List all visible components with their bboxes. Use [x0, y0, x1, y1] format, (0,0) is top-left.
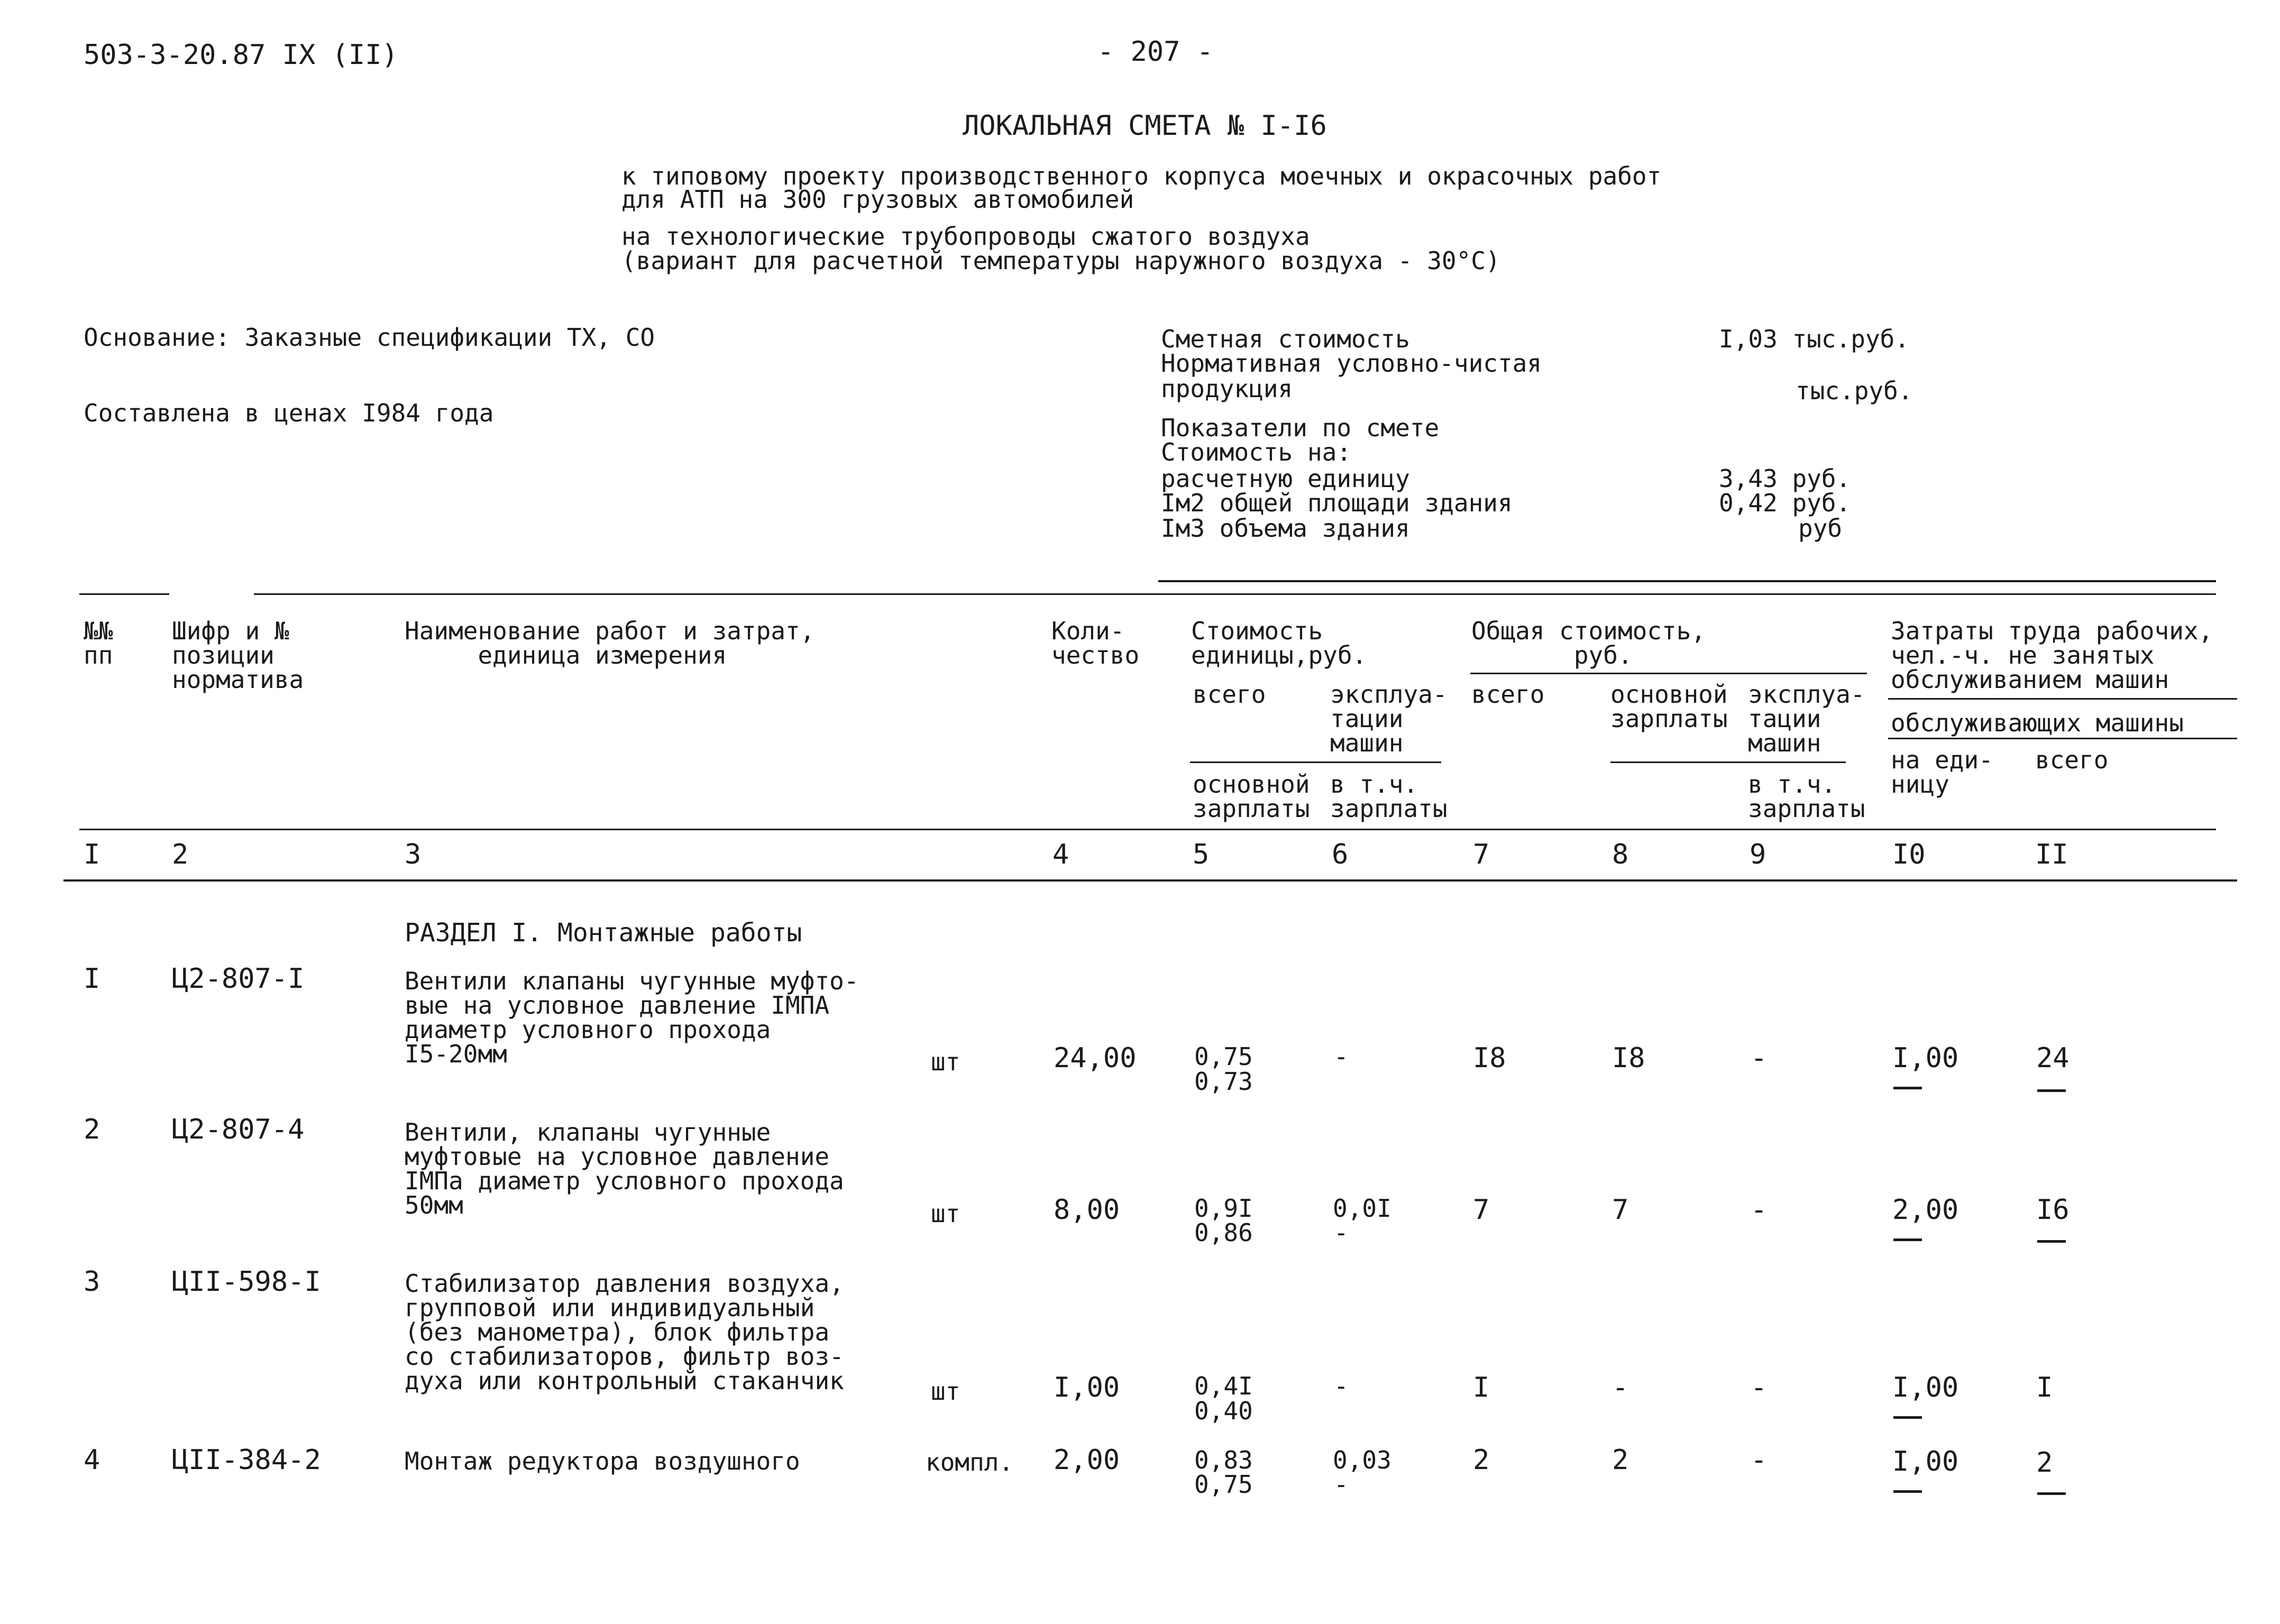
estimate-title: ЛОКАЛЬНАЯ СМЕТА № I-I6 — [963, 110, 1327, 142]
row-3-number: 3 — [84, 1266, 100, 1298]
col-number-8: 8 — [1612, 839, 1629, 870]
row-1-code: Ц2-807-I — [172, 963, 305, 995]
row-2-unit-cost-machines: 0,0I — [1333, 1194, 1391, 1223]
total-cost-sub-rule — [1610, 761, 1846, 763]
page-number: - 207 - — [1097, 36, 1214, 68]
row-1-quantity: 24,00 — [1054, 1042, 1137, 1074]
row-2-labor-total-dash — [2037, 1240, 2066, 1243]
header-top-rule-left-2 — [254, 593, 2216, 595]
col-number-11: II — [2035, 839, 2068, 870]
normative-label-2: продукция — [1161, 374, 1293, 403]
row-4-total: 2 — [1473, 1444, 1490, 1476]
row-3-quantity: I,00 — [1054, 1372, 1120, 1403]
row-4-number: 4 — [84, 1444, 100, 1476]
row-2-unit: шт — [931, 1199, 960, 1228]
row-1-total-machines: - — [1751, 1042, 1768, 1074]
total-cost-rule — [1470, 673, 1867, 674]
row-3-labor-unit-dash — [1893, 1416, 1922, 1419]
row-2-labor-total: I6 — [2036, 1194, 2070, 1226]
col-number-6: 6 — [1332, 839, 1349, 870]
row-4-total-wage: 2 — [1612, 1444, 1629, 1476]
col-header-code: Шифр и № позиции норматива — [172, 617, 304, 694]
col-number-7: 7 — [1473, 839, 1490, 870]
header-bottom-rule — [79, 829, 2216, 830]
basis-text: Основание: Заказные спецификации ТХ, СО — [84, 323, 655, 352]
col-header-quantity: Коли- чество — [1051, 617, 1140, 669]
col-number-2: 2 — [172, 839, 189, 870]
cost-per-label: Стоимость на: — [1161, 438, 1352, 466]
row-3-unit-cost-wage: 0,40 — [1194, 1397, 1253, 1425]
row-4-unit-cost-total: 0,83 — [1194, 1446, 1253, 1474]
indicators-label: Показатели по смете — [1161, 414, 1440, 442]
row-4-unit-cost-machine-wage: - — [1334, 1470, 1349, 1499]
col-header-total-wage: основной зарплаты — [1610, 680, 1728, 733]
row-2-unit-cost-wage: 0,86 — [1194, 1218, 1253, 1247]
volume-cost-value: руб — [1798, 514, 1843, 543]
row-4-labor-unit-dash — [1893, 1490, 1922, 1493]
row-4-labor-total-dash — [2037, 1492, 2066, 1495]
normative-value: тыс.руб. — [1796, 377, 1913, 405]
row-4-total-machines: - — [1751, 1444, 1768, 1476]
col-header-number: №№ пп — [84, 617, 113, 669]
row-2-code: Ц2-807-4 — [172, 1114, 305, 1145]
title-line-3: на технологические трубопроводы сжатого воздуха — [621, 222, 1310, 251]
row-1-name: Вентили клапаны чугунные муфто- вые на условное давление IМПА диаметр условного прохода I5-20мм — [405, 967, 859, 1068]
row-4-unit: компл. — [926, 1448, 1014, 1476]
row-3-total-machines: - — [1751, 1372, 1768, 1403]
row-2-unit-cost-machine-wage: - — [1334, 1218, 1349, 1247]
row-4-code: ЦII-384-2 — [172, 1444, 321, 1476]
col-header-labor-total: всего — [2035, 746, 2109, 774]
row-1-number: I — [84, 963, 100, 995]
row-1-labor-total-dash — [2037, 1089, 2066, 1092]
row-1-unit: шт — [931, 1048, 960, 1076]
row-1-unit-cost-wage: 0,73 — [1194, 1067, 1253, 1096]
col-header-labor: Затраты труда рабочих, чел.-ч. не занятых обслуживанием машин — [1891, 617, 2213, 694]
title-line-1: к типовому проекту производственного корпуса моечных и окрасочных работ — [621, 162, 1662, 190]
row-1-labor-total: 24 — [2036, 1042, 2070, 1074]
row-2-labor-unit-dash — [1893, 1238, 1922, 1241]
col-header-labor-sub: обслуживающих машины — [1891, 709, 2184, 737]
row-3-labor-per-unit: I,00 — [1892, 1372, 1959, 1403]
col-header-unit-total: всего — [1193, 680, 1266, 709]
row-2-labor-per-unit: 2,00 — [1892, 1194, 1959, 1226]
unit-cost-label: расчетную единицу — [1161, 464, 1410, 493]
col-number-4: 4 — [1052, 839, 1069, 870]
area-cost-value: 0,42 руб. — [1719, 489, 1851, 517]
volume-cost-label: Iм3 объема здания — [1161, 514, 1410, 543]
row-1-unit-cost-total: 0,75 — [1194, 1042, 1253, 1071]
col-number-5: 5 — [1193, 839, 1210, 870]
document-code: 503-3-20.87 IX (II) — [84, 39, 398, 71]
estimated-cost-value: I,03 тыс.руб. — [1719, 325, 1910, 353]
unit-cost-sub-rule — [1190, 761, 1441, 763]
col-header-unit-machines: эксплуа- тации машин — [1330, 680, 1448, 757]
col-header-labor-per-unit: на еди- ницу — [1891, 746, 1993, 799]
row-2-name: Вентили, клапаны чугунные муфтовые на условное давление IМПа диаметр условного прохода 50мм — [405, 1118, 844, 1219]
col-header-name: Наименование работ и затрат, единица измерения — [405, 617, 815, 669]
row-4-quantity: 2,00 — [1054, 1444, 1120, 1476]
title-line-4: (вариант для расчетной температуры наружного воздуха - 30°С) — [621, 246, 1500, 275]
area-cost-label: Iм2 общей площади здания — [1161, 489, 1513, 517]
estimated-cost-label: Сметная стоимость — [1161, 325, 1410, 353]
row-3-unit: шт — [931, 1377, 960, 1406]
row-4-unit-cost-wage: 0,75 — [1194, 1470, 1253, 1499]
row-3-unit-cost-machines: - — [1334, 1372, 1349, 1400]
compiled-text: Составлена в ценах I984 года — [84, 399, 494, 427]
col-header-total-all: всего — [1471, 680, 1545, 709]
row-4-labor-per-unit: I,00 — [1892, 1446, 1959, 1478]
row-2-total-wage: 7 — [1612, 1194, 1629, 1226]
labor-rule-1 — [1888, 698, 2237, 700]
row-1-labor-per-unit: I,00 — [1892, 1042, 1959, 1074]
col-header-unit-wage: основной зарплаты — [1193, 770, 1310, 823]
row-2-unit-cost-total: 0,9I — [1194, 1194, 1253, 1223]
col-number-3: 3 — [405, 839, 422, 870]
col-header-total-cost: Общая стоимость, руб. — [1471, 617, 1706, 669]
col-header-unit-cost: Стоимость единицы,руб. — [1191, 617, 1367, 669]
header-top-rule-left-1 — [79, 593, 169, 595]
col-header-total-machine-wage: в т.ч. зарплаты — [1748, 770, 1865, 823]
row-1-total: I8 — [1473, 1042, 1506, 1074]
header-top-rule-right — [1158, 580, 2216, 582]
row-4-labor-total: 2 — [2036, 1447, 2053, 1479]
row-3-unit-cost-total: 0,4I — [1194, 1372, 1253, 1400]
row-3-labor-total: I — [2036, 1372, 2053, 1403]
normative-label-1: Нормативная условно-чистая — [1161, 349, 1542, 378]
row-4-unit-cost-machines: 0,03 — [1333, 1446, 1391, 1474]
row-3-code: ЦII-598-I — [172, 1266, 321, 1298]
row-2-total-machines: - — [1751, 1194, 1768, 1226]
col-numbers-rule — [63, 879, 2237, 882]
row-3-total-wage: - — [1612, 1372, 1629, 1403]
row-3-name: Стабилизатор давления воздуха, групповой или индивидуальный (без манометра), блок фильтра со стабилизаторов, фильтр воз- духа или контрольный стаканчик — [405, 1269, 844, 1395]
col-header-total-machines: эксплуа- тации машин — [1748, 680, 1865, 757]
col-number-10: I0 — [1892, 839, 1926, 870]
col-number-1: I — [84, 839, 100, 870]
section-title: РАЗДЕЛ I. Монтажные работы — [405, 918, 802, 948]
title-line-2: для АТП на 300 грузовых автомобилей — [621, 185, 1134, 214]
row-1-labor-unit-dash — [1893, 1087, 1922, 1089]
unit-cost-value: 3,43 руб. — [1719, 464, 1851, 493]
col-header-unit-machine-wage: в т.ч. зарплаты — [1330, 770, 1448, 823]
labor-rule-2 — [1888, 738, 2237, 739]
row-1-total-wage: I8 — [1612, 1042, 1645, 1074]
col-number-9: 9 — [1750, 839, 1766, 870]
row-2-total: 7 — [1473, 1194, 1490, 1226]
row-1-unit-cost-machines: - — [1334, 1042, 1349, 1071]
row-3-total: I — [1473, 1372, 1490, 1403]
row-2-quantity: 8,00 — [1054, 1194, 1120, 1226]
row-2-number: 2 — [84, 1114, 100, 1145]
row-4-name: Монтаж редуктора воздушного — [405, 1447, 800, 1475]
